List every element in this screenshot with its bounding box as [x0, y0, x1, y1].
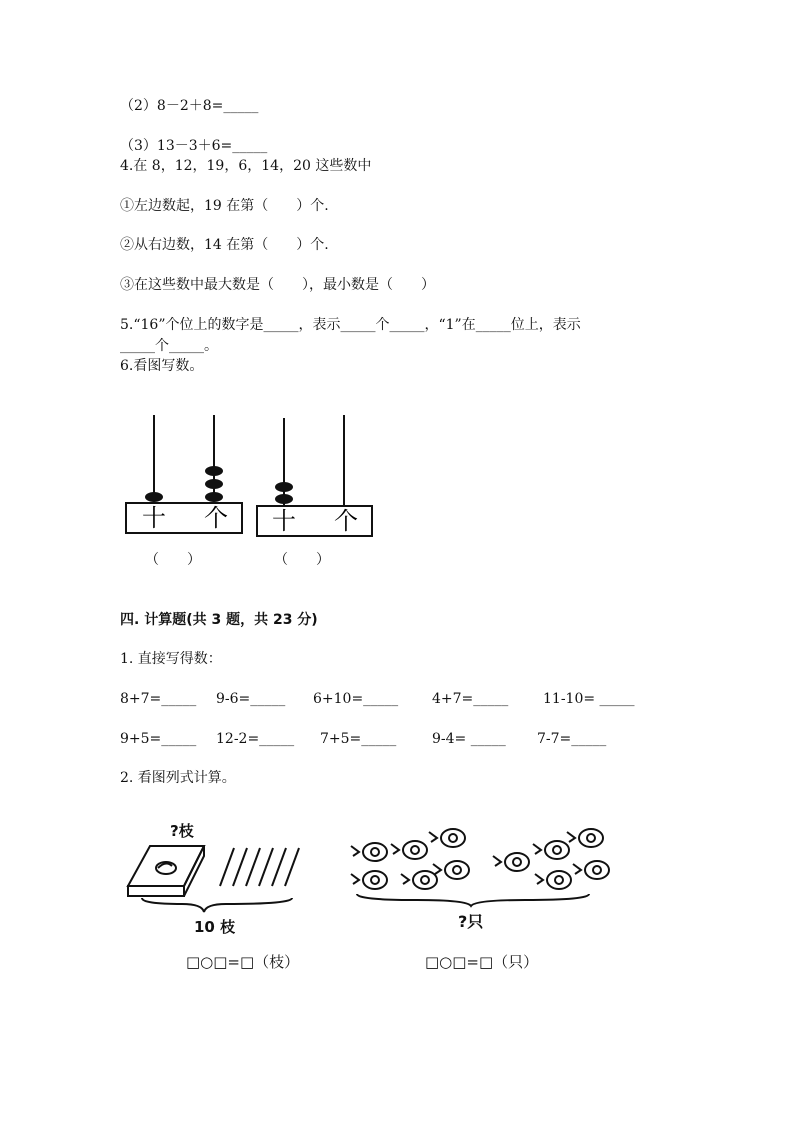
- bead: [275, 482, 293, 492]
- snail-icon: [493, 853, 529, 871]
- snail-icon: [401, 871, 437, 889]
- snail-icon: [391, 841, 427, 859]
- pencil-formula: □○□=□（枝）: [186, 953, 300, 971]
- question-3-3: （3）13－3＋6=_____: [120, 138, 268, 154]
- snail-icon: [433, 861, 469, 879]
- ones-label: 个: [334, 507, 358, 535]
- snail-icon: [573, 861, 609, 879]
- snail-icon: [535, 871, 571, 889]
- abacus-left: [126, 415, 242, 533]
- bead: [145, 492, 163, 502]
- tens-label: 十: [272, 507, 296, 535]
- equation: 12-2=_____: [216, 731, 295, 747]
- tens-label: 十: [142, 504, 166, 532]
- pencil-total-label: 10 枝: [194, 918, 236, 936]
- snail-formula: □○□=□（只）: [425, 953, 539, 971]
- snail-icon: [351, 871, 387, 889]
- abacus-figures: [120, 410, 380, 550]
- abacus-left-answer: （ ）: [145, 552, 201, 568]
- question-6: 6.看图写数。: [120, 358, 204, 374]
- question-3-2: （2）8－2＋8=_____: [120, 98, 259, 114]
- bead: [205, 466, 223, 476]
- snail-icon: [429, 829, 465, 847]
- pencil-picture: [122, 838, 312, 908]
- equation: 6+10=_____: [313, 691, 399, 707]
- question-4-2: ②从右边数，14 在第（ ）个.: [120, 237, 329, 253]
- question-4-3: ③在这些数中最大数是（ ），最小数是（ ）: [120, 277, 435, 293]
- equation: 7+5=_____: [320, 731, 397, 747]
- question-5-line-2: _____个_____。: [120, 338, 218, 354]
- equation: 7-7=_____: [537, 731, 607, 747]
- bead: [205, 492, 223, 502]
- pencils-icon: [220, 848, 299, 886]
- question-4: 4.在 8，12，19，6，14，20 这些数中: [120, 158, 372, 174]
- ones-label: 个: [204, 504, 228, 532]
- section-title: 四. 计算题(共 3 题，共 23 分): [120, 612, 318, 628]
- abacus-right: [257, 415, 372, 536]
- equation: 9-4= _____: [432, 731, 506, 747]
- equation: 9-6=_____: [216, 691, 286, 707]
- bead: [205, 479, 223, 489]
- equation: 4+7=_____: [432, 691, 509, 707]
- pencil-box-icon: [128, 846, 204, 896]
- brace: [357, 894, 589, 906]
- equation: 11-10= _____: [543, 691, 635, 707]
- snail-icon: [533, 841, 569, 859]
- snail-total-label: ?只: [458, 912, 484, 931]
- brace: [142, 898, 292, 912]
- question-2: 2. 看图列式计算。: [120, 770, 236, 786]
- pencil-question-label: ?枝: [170, 822, 194, 840]
- equation: 8+7=_____: [120, 691, 197, 707]
- question-1: 1. 直接写得数：: [120, 651, 222, 667]
- question-4-1: ①左边数起，19 在第（ ）个.: [120, 198, 329, 214]
- question-5-line-1: 5.“16”个位上的数字是_____，表示_____个_____，“1”在_____位上，表示: [120, 317, 581, 333]
- equation: 9+5=_____: [120, 731, 197, 747]
- snails-picture: [345, 822, 615, 902]
- abacus-right-answer: （ ）: [274, 552, 330, 568]
- bead: [275, 494, 293, 504]
- snail-icon: [351, 843, 387, 861]
- snail-icon: [567, 829, 603, 847]
